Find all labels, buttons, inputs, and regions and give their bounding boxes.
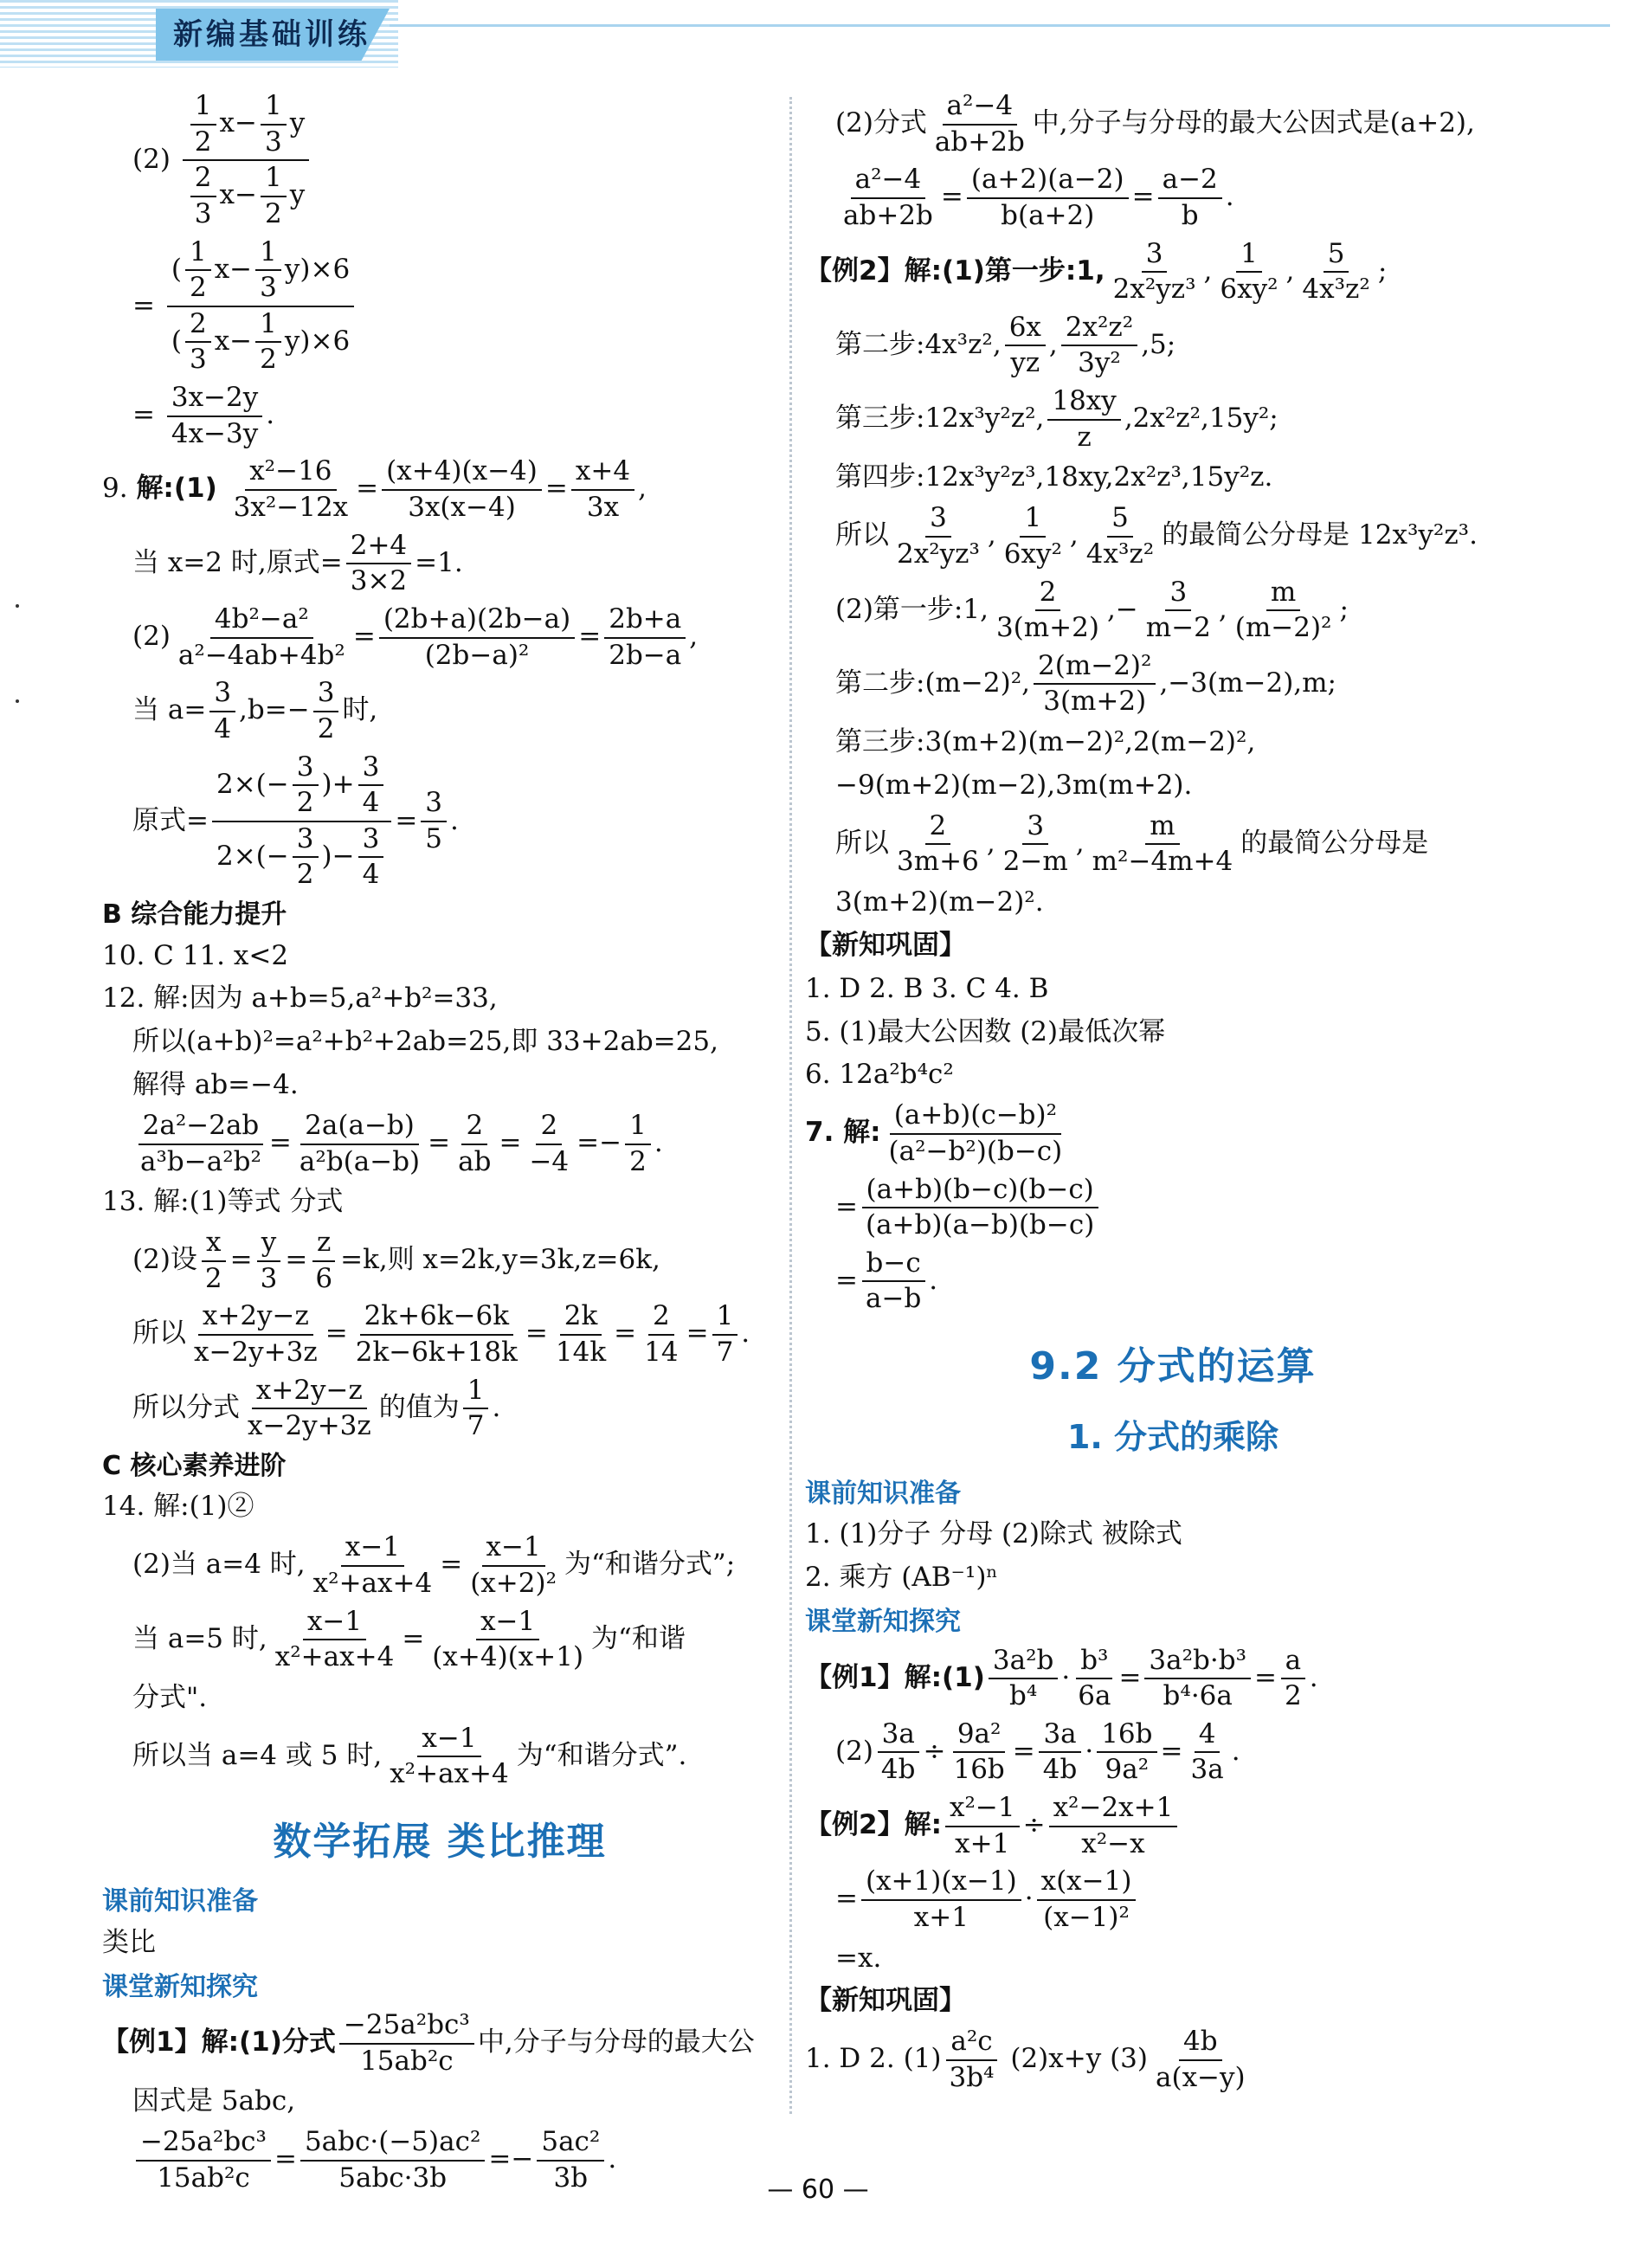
prep-heading: 课前知识准备 [102,1886,258,1917]
c-line5: 5. (1)最大公因数 (2)最低次幂 [805,1015,1166,1047]
text: 所以 [132,1318,186,1350]
p2-step3: 第三步:3(m+2)(m−2)²,2(m−2)², [835,726,1256,758]
q9-part2: (2) $\frac{\text{4b²−a²}}{\text{a²−4ab+4b²}}$ = $\frac{(2b+a)(2b-a)}{\text{(2b−a)²}}$ = $\frac{2b+a}{2b-a}$ , [132,602,699,671]
label: (2) [132,143,171,175]
ex2-step2: 第二步:4x³z², $\frac{6x}{yz}$ , $\frac{\text{2x²z²}}{\text{3y²}}$ ,5; [835,311,1176,379]
text: 中,分子与分母的最大公因式是(a+2), [1032,107,1475,139]
text: (2) [835,1735,873,1767]
q12-line1: 12. 解:因为 a+b=5,a²+b²=33, [102,983,498,1015]
e1-line1: 【例1】解:(1) $\frac{\text{3a²b}}{\text{b⁴}}$ · $\frac{\text{b³}}{6a}$ = $\frac{\text{3a²b·b³}}{\text{b⁴·6a}}$ = $\frac{a}{2}$ . [805,1644,1318,1712]
subsection-title: 1. 分式的乘除 [1066,1417,1279,1456]
explore-heading-2: 课堂新知探究 [805,1607,961,1637]
consolidate-heading-2 [805,1983,1541,2020]
e2-line3: =x. [835,1942,882,1974]
f-line1: 1. D 2. (1) $\frac{\text{a²c}}{\text{3b⁴}}$ (2)x+y (3) $\frac{4b}{a(x-y)}$ [805,2026,1246,2093]
prep-heading-2: 课前知识准备 [805,1478,961,1509]
text: 【新知巩固】 [805,1985,966,2017]
text: 的最简公分母是 12x³y²z³. [1162,519,1478,551]
q13-line1: 13. 解:(1)等式 分式 [102,1186,344,1218]
q9-result: 原式= 2×(− $\frac{3}{2}$ )+ $\frac{3}{4}$ 2×(− $\frac{3}{2}$ )− $\frac{3}{4}$ = $\frac{3}{5}$ . [132,751,459,891]
e2-line2: = $\frac{(x+1)(x-1)}{x+1}$ · $\frac{x(x-1)}{\text{(x−1)²}}$ [835,1866,1541,1933]
level-b-heading: B 综合能力提升 [102,899,287,931]
c-line1: 1. D 2. B 3. C 4. B [805,972,1049,1004]
fraction: $\frac{1}{2}$ x− $\frac{1}{3}$ y $\frac{2}{3}$ x− $\frac{1}{2}$ y [183,91,309,230]
text: 所以 [835,827,889,859]
text: 所以 [835,519,889,551]
prep-line2: 2. 乘方 (AB⁻¹)ⁿ [805,1562,998,1594]
ex1-line2: 因式是 5abc, [132,2085,296,2117]
text: 【例1】解:(1)分式 [102,2026,336,2059]
c-line7c: = $\frac{b-c}{a-b}$ . [835,1247,938,1315]
r-part2-eq: $\frac{\text{a²−4}}{ab+2b}$ = $\frac{(a+2)(a-2)}{b(a+2)}$ = $\frac{a-2}{b}$ . [843,164,1234,231]
header-title: 新编基础训练 [173,17,370,52]
ex2-step5: 所以 $\frac{3}{\text{2x²yz³}}$ , $\frac{1}{\text{6xy²}}$ , $\frac{5}{\text{4x³z²}}$ 的最简公分母是 12x³y²z³. [835,502,1478,570]
text: 第二步:4x³z², [835,328,1002,360]
q14-line1: 14. 解:(1)② [102,1491,254,1523]
consolidate-heading [805,928,1541,964]
page-header [0,0,1610,74]
q14-line4: 分式". [132,1681,208,1713]
q8-step3: = $\frac{3x-2y}{4x-3y}$ . [132,382,275,449]
explore-heading: 课堂新知探究 [102,1971,258,2002]
text: 7. 解: [805,1117,881,1149]
q13-line2: (2)设 $\frac{x}{2}$ = $\frac{y}{3}$ = $\frac{z}{6}$ =k,则 x=2k,y=3k,z=6k, [132,1227,660,1294]
right-column [805,91,1541,2101]
page-number: — 60 — [767,2175,869,2205]
c-line7: 7. 解: $\frac{\text{(a+b)(c−b)²}}{\text{(a²−b²)(b−c)}}$ [805,1099,1063,1167]
text: 【新知巩固】 [805,929,966,961]
text: 第二步:(m−2)², [835,667,1031,699]
text: 所以分式 [132,1391,240,1423]
fraction: $\frac{3x-2y}{4x-3y}$ [167,383,262,449]
q13-line3: 所以 $\frac{x+2y-z}{x-2y+3z}$ = $\frac{2k+6k-6k}{2k-6k+18k}$ = $\frac{2k}{14k}$ = $\frac{2}{14}$ = $\frac{1}{7}$ . [132,1300,750,1369]
extension-title: 数学拓展 类比推理 [273,1819,607,1864]
q9-part1: 9. 解:(1) $\frac{\text{x²−16}}{\text{3x²−12x}}$ = $\frac{(x+4)(x-4)}{3x(x-4)}$ = $\frac{x+4}{3x}$ , [102,455,647,524]
ex1-line3: $\frac{\text{−25a²bc³}}{\text{15ab²c}}$ = $\frac{\text{5abc·(−5)ac²}}{\text{5abc·3b}}$ =− $\frac{\text{5ac²}}{3b}$ . [132,2127,777,2194]
ex1-line1: 【例1】解:(1)分式 $\frac{\text{−25a²bc³}}{\text{15ab²c}}$ 中,分子与分母的最大公 [102,2009,755,2077]
level-c-heading: C 核心素养进阶 [102,1450,287,1481]
p2-step3b: −9(m+2)(m−2),3m(m+2). [835,769,1193,801]
left-column [102,91,777,2201]
c-line6: 6. 12a²b⁴c² [805,1059,954,1091]
ex2-step3: 第三步:12x³y²z², $\frac{18xy}{z}$ ,2x²z²,15y²; [835,385,1279,453]
label: 解:(1) [136,473,217,505]
text: (2)x+y (3) [1010,2043,1148,2075]
fraction: ( $\frac{1}{2}$ x− $\frac{1}{3}$ y)×6 ( $\frac{2}{3}$ x− $\frac{1}{2}$ y)×6 [167,237,354,377]
text: 【例1】解:(1) [805,1661,985,1693]
text: 1. D 2. (1) [805,2043,942,2075]
prep-text: 类比 [102,1926,156,1958]
q10-11: 10. C 11. x<2 [102,939,289,971]
q12-line2: 所以(a+b)²=a²+b²+2ab=25,即 33+2ab=25, [132,1026,718,1058]
label: (2) [132,621,171,653]
ex2-step4: 第四步:12x³y²z³,18xy,2x²z³,15y²z. [835,461,1273,493]
section-title: 9.2 分式的运算 [1029,1344,1317,1389]
column-divider [789,97,792,2114]
e2-line1: 【例2】解: $\frac{\text{x²−1}}{x+1}$ ÷ $\frac{\text{x²−2x+1}}{\text{x²−x}}$ [805,1793,1541,1859]
p2-step1: (2)第一步:1, $\frac{2}{3(m+2)}$ ,− $\frac{3}{m-2}$ , $\frac{m}{\text{(m−2)²}}$ ; [835,576,1349,644]
header-rule [390,24,1610,27]
q14-line3: 当 a=5 时, $\frac{x-1}{\text{x²+ax+4}}$ = $\frac{x-1}{(x+4)(x+1)}$ 为“和谐 [132,1605,686,1673]
text: 当 a=5 时, [132,1622,267,1654]
q8-step2 [132,237,777,377]
text: 当 a= [132,694,207,726]
text: 当 x=2 时,原式= [132,546,343,578]
text: (2)设 [132,1244,197,1276]
text: (2)当 a=4 时, [132,1549,306,1581]
q12-line3: 解得 ab=−4. [132,1069,299,1101]
text: 原式= [132,804,209,836]
text: (2)分式 [835,107,927,139]
q-number: 9. [102,473,128,505]
p2-step2: 第二步:(m−2)², $\frac{\text{2(m−2)²}}{3(m+2)}$ ,−3(m−2),m; [835,649,1336,718]
q14-line5: 所以当 a=4 或 5 时, $\frac{x-1}{\text{x²+ax+4}}$ 为“和谐分式”. [132,1722,687,1790]
text: 【例2】解: [805,1809,942,1841]
text: 【例2】解:(1)第一步:1, [805,255,1105,287]
text: 中,分子与分母的最大公 [477,2026,755,2059]
equals: = [132,289,155,321]
text: 第三步:12x³y²z², [835,403,1045,435]
p2-step5: 3(m+2)(m−2)². [835,886,1044,918]
margin-dot [16,604,19,608]
equals: = [132,399,155,431]
prep-line1: 1. (1)分子 分母 (2)除式 被除式 [805,1518,1182,1550]
margin-dot [16,699,19,703]
q12-line4: $\frac{\text{2a²−2ab}}{\text{a³b−a²b²}}$ = $\frac{2a(a-b)}{\text{a²b(a−b)}}$ = $\frac{2}{ab}$ = $\frac{2}{-4}$ =− $\frac{1}{2}$ . [132,1111,777,1177]
r-part2: (2)分式 $\frac{\text{a²−4}}{ab+2b}$ 中,分子与分母的最大公因式是(a+2), [835,90,1475,158]
q9-cond: 当 a= $\frac{3}{4}$ ,b=− $\frac{3}{2}$ 时, [132,677,378,744]
q13-line4: 所以分式 $\frac{x+2y-z}{x-2y+3z}$ 的值为 $\frac{1}{7}$ . [132,1374,501,1442]
c-line7b: = $\frac{(a+b)(b-c)(b-c)}{(a+b)(a-b)(b-c)}$ [835,1175,1541,1241]
q14-line2: (2)当 a=4 时, $\frac{x-1}{\text{x²+ax+4}}$ = $\frac{x-1}{\text{(x+2)²}}$ 为“和谐分式”; [132,1531,736,1599]
text: (2)第一步:1, [835,593,989,625]
text: 所以当 a=4 或 5 时, [132,1739,383,1771]
e1-line2: (2) $\frac{3a}{4b}$ ÷ $\frac{\text{9a²}}{16b}$ = $\frac{3a}{4b}$ · $\frac{16b}{\text{9a²}}$ = $\frac{4}{3a}$ . [835,1717,1240,1786]
ex2-step1: 【例2】解:(1)第一步:1, $\frac{3}{\text{2x²yz³}}$ , $\frac{1}{\text{6xy²}}$ , $\frac{5}{\text{4x³z²}}$ ; [805,237,1388,306]
q8-part2 [132,91,777,230]
p2-step4: 所以 $\frac{2}{3m+6}$ , $\frac{3}{2-m}$ , $\frac{m}{\text{m²−4m+4}}$ 的最简公分母是 [835,809,1429,878]
text: 的最简公分母是 [1240,827,1429,859]
q9-eval1: 当 x=2 时,原式= $\frac{2+4}{3\times 2}$ =1. [132,529,463,597]
